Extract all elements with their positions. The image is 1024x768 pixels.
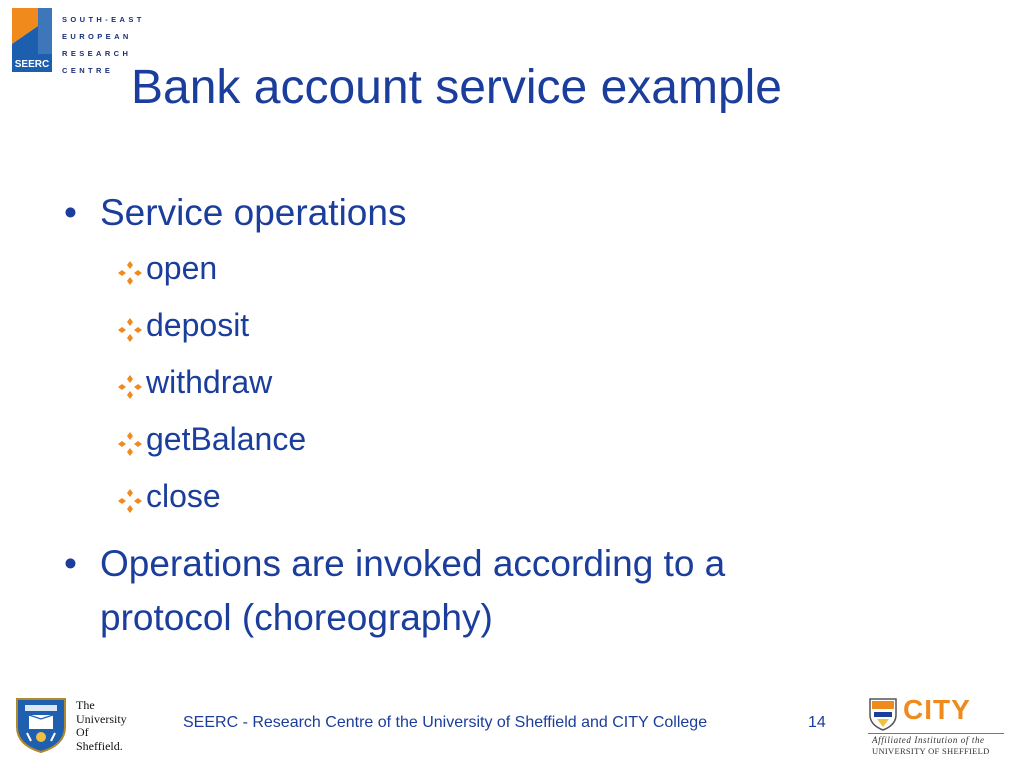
city-college-logo	[868, 694, 1008, 759]
bullet-text-line-2: protocol (choreography)	[100, 597, 493, 638]
sub-item-getbalance	[64, 411, 964, 468]
slide-title: Bank account service example	[131, 61, 782, 114]
orange-diamond-icon	[118, 261, 142, 285]
bullet-service-operations	[64, 186, 964, 240]
sub-item-label: deposit	[146, 307, 250, 343]
uos-line-1: The	[76, 698, 95, 712]
orange-diamond-icon	[118, 432, 142, 456]
bullet-dot: •	[64, 543, 77, 584]
city-divider	[868, 733, 1004, 734]
bullet-text: Service operations	[100, 192, 407, 233]
sub-item-deposit	[64, 297, 964, 354]
sub-item-open	[64, 240, 964, 297]
university-of-sheffield-logo	[15, 697, 145, 757]
seerc-line-4: CENTRE	[62, 66, 114, 75]
sub-item-withdraw	[64, 354, 964, 411]
city-subtitle-2: UNIVERSITY OF SHEFFIELD	[872, 746, 990, 756]
seerc-line-1: SOUTH-EAST	[62, 15, 145, 24]
sub-item-close	[64, 468, 964, 525]
orange-diamond-icon	[118, 489, 142, 513]
page-number: 14	[808, 714, 826, 731]
bullet-operations-protocol	[64, 537, 964, 645]
seerc-mark-text: SEERC	[14, 59, 50, 70]
orange-diamond-icon	[118, 318, 142, 342]
spacer	[64, 525, 964, 537]
uos-line-4: Sheffield.	[76, 738, 123, 753]
bullet-text-line-1: Operations are invoked according to a	[100, 543, 726, 584]
bullet-dot: •	[64, 192, 77, 233]
sub-item-label: close	[146, 478, 221, 514]
city-name: CITY	[903, 694, 971, 725]
university-wordmark	[76, 699, 127, 753]
city-subtitle-1: Affiliated Institution of the	[872, 735, 985, 745]
seerc-line-3: RESEARCH	[62, 49, 132, 58]
sub-item-label: open	[146, 250, 218, 286]
university-crest-icon	[15, 697, 67, 753]
uos-line-2: University	[76, 711, 127, 726]
sub-item-label: getBalance	[146, 421, 307, 457]
orange-diamond-icon	[118, 375, 142, 399]
seerc-mark-icon	[12, 8, 52, 72]
city-crest-icon	[868, 697, 898, 731]
sub-item-label: withdraw	[146, 364, 273, 400]
seerc-line-2: EUROPEAN	[62, 32, 132, 41]
slide-content	[64, 186, 964, 645]
footer-text: SEERC - Research Centre of the University of Sheffield and CITY College	[183, 714, 708, 731]
uos-line-3: Of	[76, 725, 89, 739]
